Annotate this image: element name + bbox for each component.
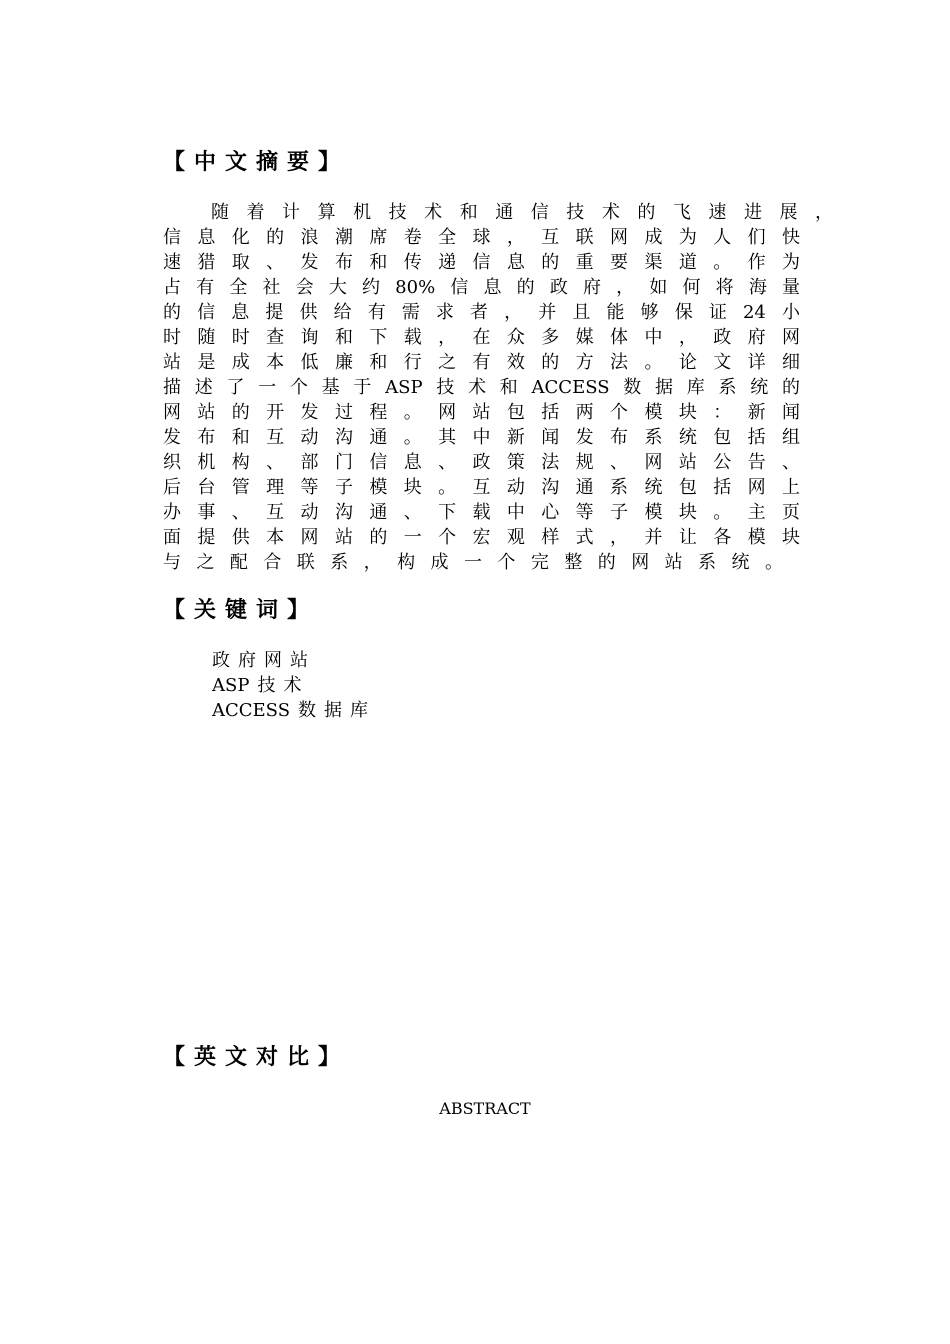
abstract-line: 织机构、部门信息、政策法规、网站公告、	[163, 452, 800, 473]
keyword-latin: ACCESS	[212, 700, 291, 721]
keywords-heading: 【关键词】	[163, 598, 319, 623]
english-comparison-heading: 【英文对比】	[163, 1045, 350, 1070]
abstract-line: 占有全社会大约80%信息的政府，如何将海量	[163, 277, 800, 298]
chinese-abstract-heading: 【中文摘要】	[163, 150, 350, 175]
abstract-line: 后台管理等子模块。互动沟通系统包括网上	[163, 477, 800, 498]
abstract-line: 的信息提供给有需求者，并且能够保证24小	[163, 302, 800, 323]
abstract-line: 随着计算机技术和通信技术的飞速进展，	[211, 202, 833, 223]
abstract-line: 面提供本网站的一个宏观样式，并让各模块	[163, 527, 800, 548]
abstract-line: 站是成本低廉和行之有效的方法。论文详细	[163, 352, 800, 373]
abstract-line: 网站的开发过程。网站包括两个模块：新闻	[163, 402, 800, 423]
keyword-cjk: 数据库	[298, 700, 377, 721]
abstract-line: 与之配合联系，构成一个完整的网站系统。	[163, 552, 783, 573]
keywords-list	[212, 648, 376, 723]
keyword-item	[212, 648, 376, 673]
keyword-cjk: 技术	[257, 675, 310, 696]
keyword-cjk: 政府网站	[212, 650, 316, 671]
abstract-line: 描述了一个基于ASP技术和ACCESS数据库系统的	[163, 377, 800, 398]
keyword-latin: ASP	[212, 675, 250, 696]
abstract-line: 信息化的浪潮席卷全球，互联网成为人们快	[163, 227, 800, 248]
keyword-item	[212, 698, 376, 723]
abstract-line: 发布和互动沟通。其中新闻发布系统包括组	[163, 427, 800, 448]
chinese-abstract-body	[163, 200, 833, 575]
english-abstract-title: ABSTRACT	[439, 1099, 531, 1118]
abstract-line: 时随时查询和下载，在众多媒体中，政府网	[163, 327, 800, 348]
abstract-line: 办事、互动沟通、下载中心等子模块。主页	[163, 502, 800, 523]
keyword-item	[212, 673, 376, 698]
abstract-line: 速猎取、发布和传递信息的重要渠道。作为	[163, 252, 800, 273]
